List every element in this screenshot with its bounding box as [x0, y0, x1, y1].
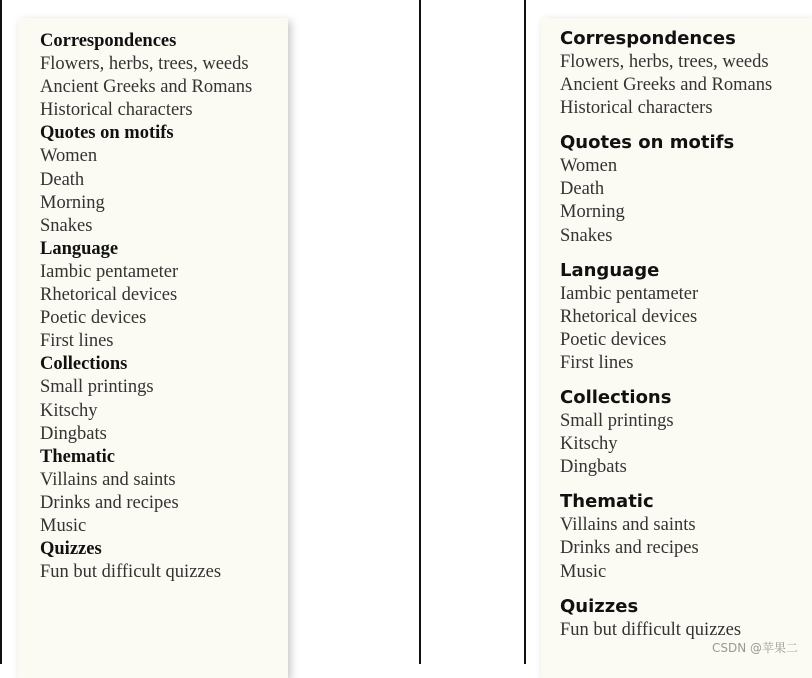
- list-item-villains-and-saints: Villains and saints: [40, 469, 176, 490]
- section-group-quotes-on-motifs: [560, 131, 772, 247]
- section-heading-correspondences: Correspondences: [40, 31, 177, 51]
- list-item-rhetorical-devices: Rhetorical devices: [40, 285, 178, 306]
- list-item-first-lines: First lines: [560, 352, 634, 373]
- list-item-poetic-devices: Poetic devices: [560, 329, 667, 350]
- list-item-iambic-pentameter: Iambic pentameter: [40, 261, 179, 282]
- section-group-correspondences: [560, 27, 772, 120]
- list-item-villains-and-saints: Villains and saints: [560, 515, 696, 536]
- section-heading-quotes-on-motifs: Quotes on motifs: [40, 123, 174, 144]
- list-item-snakes: Snakes: [560, 225, 613, 246]
- list-item-drinks-and-recipes: Drinks and recipes: [560, 538, 699, 559]
- list-item-kitschy: Kitschy: [560, 434, 618, 455]
- list-item-morning: Morning: [40, 192, 105, 213]
- list-item-snakes: Snakes: [40, 215, 93, 236]
- section-heading-quizzes: Quizzes: [40, 539, 102, 560]
- list-item-music: Music: [560, 561, 607, 582]
- section-heading-language: Language: [40, 238, 119, 259]
- menu-list-left: [40, 30, 252, 584]
- list-item-poetic-devices: Poetic devices: [40, 308, 147, 329]
- list-item-flowers-herbs-trees-weeds: Flowers, herbs, trees, weeds: [560, 52, 769, 72]
- section-group-language: [560, 259, 772, 375]
- section-heading-quizzes: Quizzes: [560, 595, 639, 617]
- section-group-collections: [560, 386, 772, 479]
- list-item-drinks-and-recipes: Drinks and recipes: [40, 492, 179, 513]
- list-item-morning: Morning: [560, 202, 625, 223]
- list-item-small-printings: Small printings: [560, 411, 674, 432]
- section-heading-thematic: Thematic: [560, 491, 654, 513]
- left-border-line: [0, 0, 2, 664]
- list-item-women: Women: [560, 156, 618, 177]
- center-divider-line-left: [419, 0, 421, 664]
- list-item-rhetorical-devices: Rhetorical devices: [560, 306, 698, 327]
- section-group-thematic: [560, 490, 772, 583]
- list-item-ancient-greeks-and-romans: Ancient Greeks and Romans: [40, 77, 253, 98]
- list-item-first-lines: First lines: [40, 331, 114, 352]
- list-item-death: Death: [560, 179, 605, 200]
- list-item-death: Death: [40, 169, 85, 190]
- list-item-flowers-herbs-trees-weeds: Flowers, herbs, trees, weeds: [40, 54, 249, 75]
- section-heading-collections: Collections: [560, 387, 672, 409]
- list-item-kitschy: Kitschy: [40, 400, 98, 421]
- list-item-ancient-greeks-and-romans: Ancient Greeks and Romans: [560, 75, 773, 96]
- panel-left-serif-headings: [18, 18, 288, 678]
- list-item-fun-but-difficult-quizzes: Fun but difficult quizzes: [40, 562, 222, 583]
- list-item-fun-but-difficult-quizzes: Fun but difficult quizzes: [560, 619, 742, 640]
- section-heading-collections: Collections: [40, 354, 128, 375]
- section-heading-quotes-on-motifs: Quotes on motifs: [560, 132, 735, 154]
- list-item-dingbats: Dingbats: [560, 457, 627, 478]
- section-heading-correspondences: Correspondences: [560, 28, 736, 49]
- list-item-historical-characters: Historical characters: [40, 100, 193, 121]
- center-divider-line-right: [524, 0, 526, 664]
- list-item-historical-characters: Historical characters: [560, 98, 713, 119]
- section-group-quizzes: [560, 595, 772, 642]
- menu-list-right: [560, 27, 772, 642]
- section-heading-language: Language: [560, 259, 660, 281]
- list-item-iambic-pentameter: Iambic pentameter: [560, 283, 699, 304]
- section-heading-thematic: Thematic: [40, 446, 116, 467]
- panel-right-sans-headings: [541, 18, 812, 678]
- watermark: CSDN @苹果二: [711, 641, 798, 655]
- list-item-women: Women: [40, 146, 98, 167]
- list-item-music: Music: [40, 515, 87, 536]
- list-item-dingbats: Dingbats: [40, 423, 107, 444]
- list-item-small-printings: Small printings: [40, 377, 154, 398]
